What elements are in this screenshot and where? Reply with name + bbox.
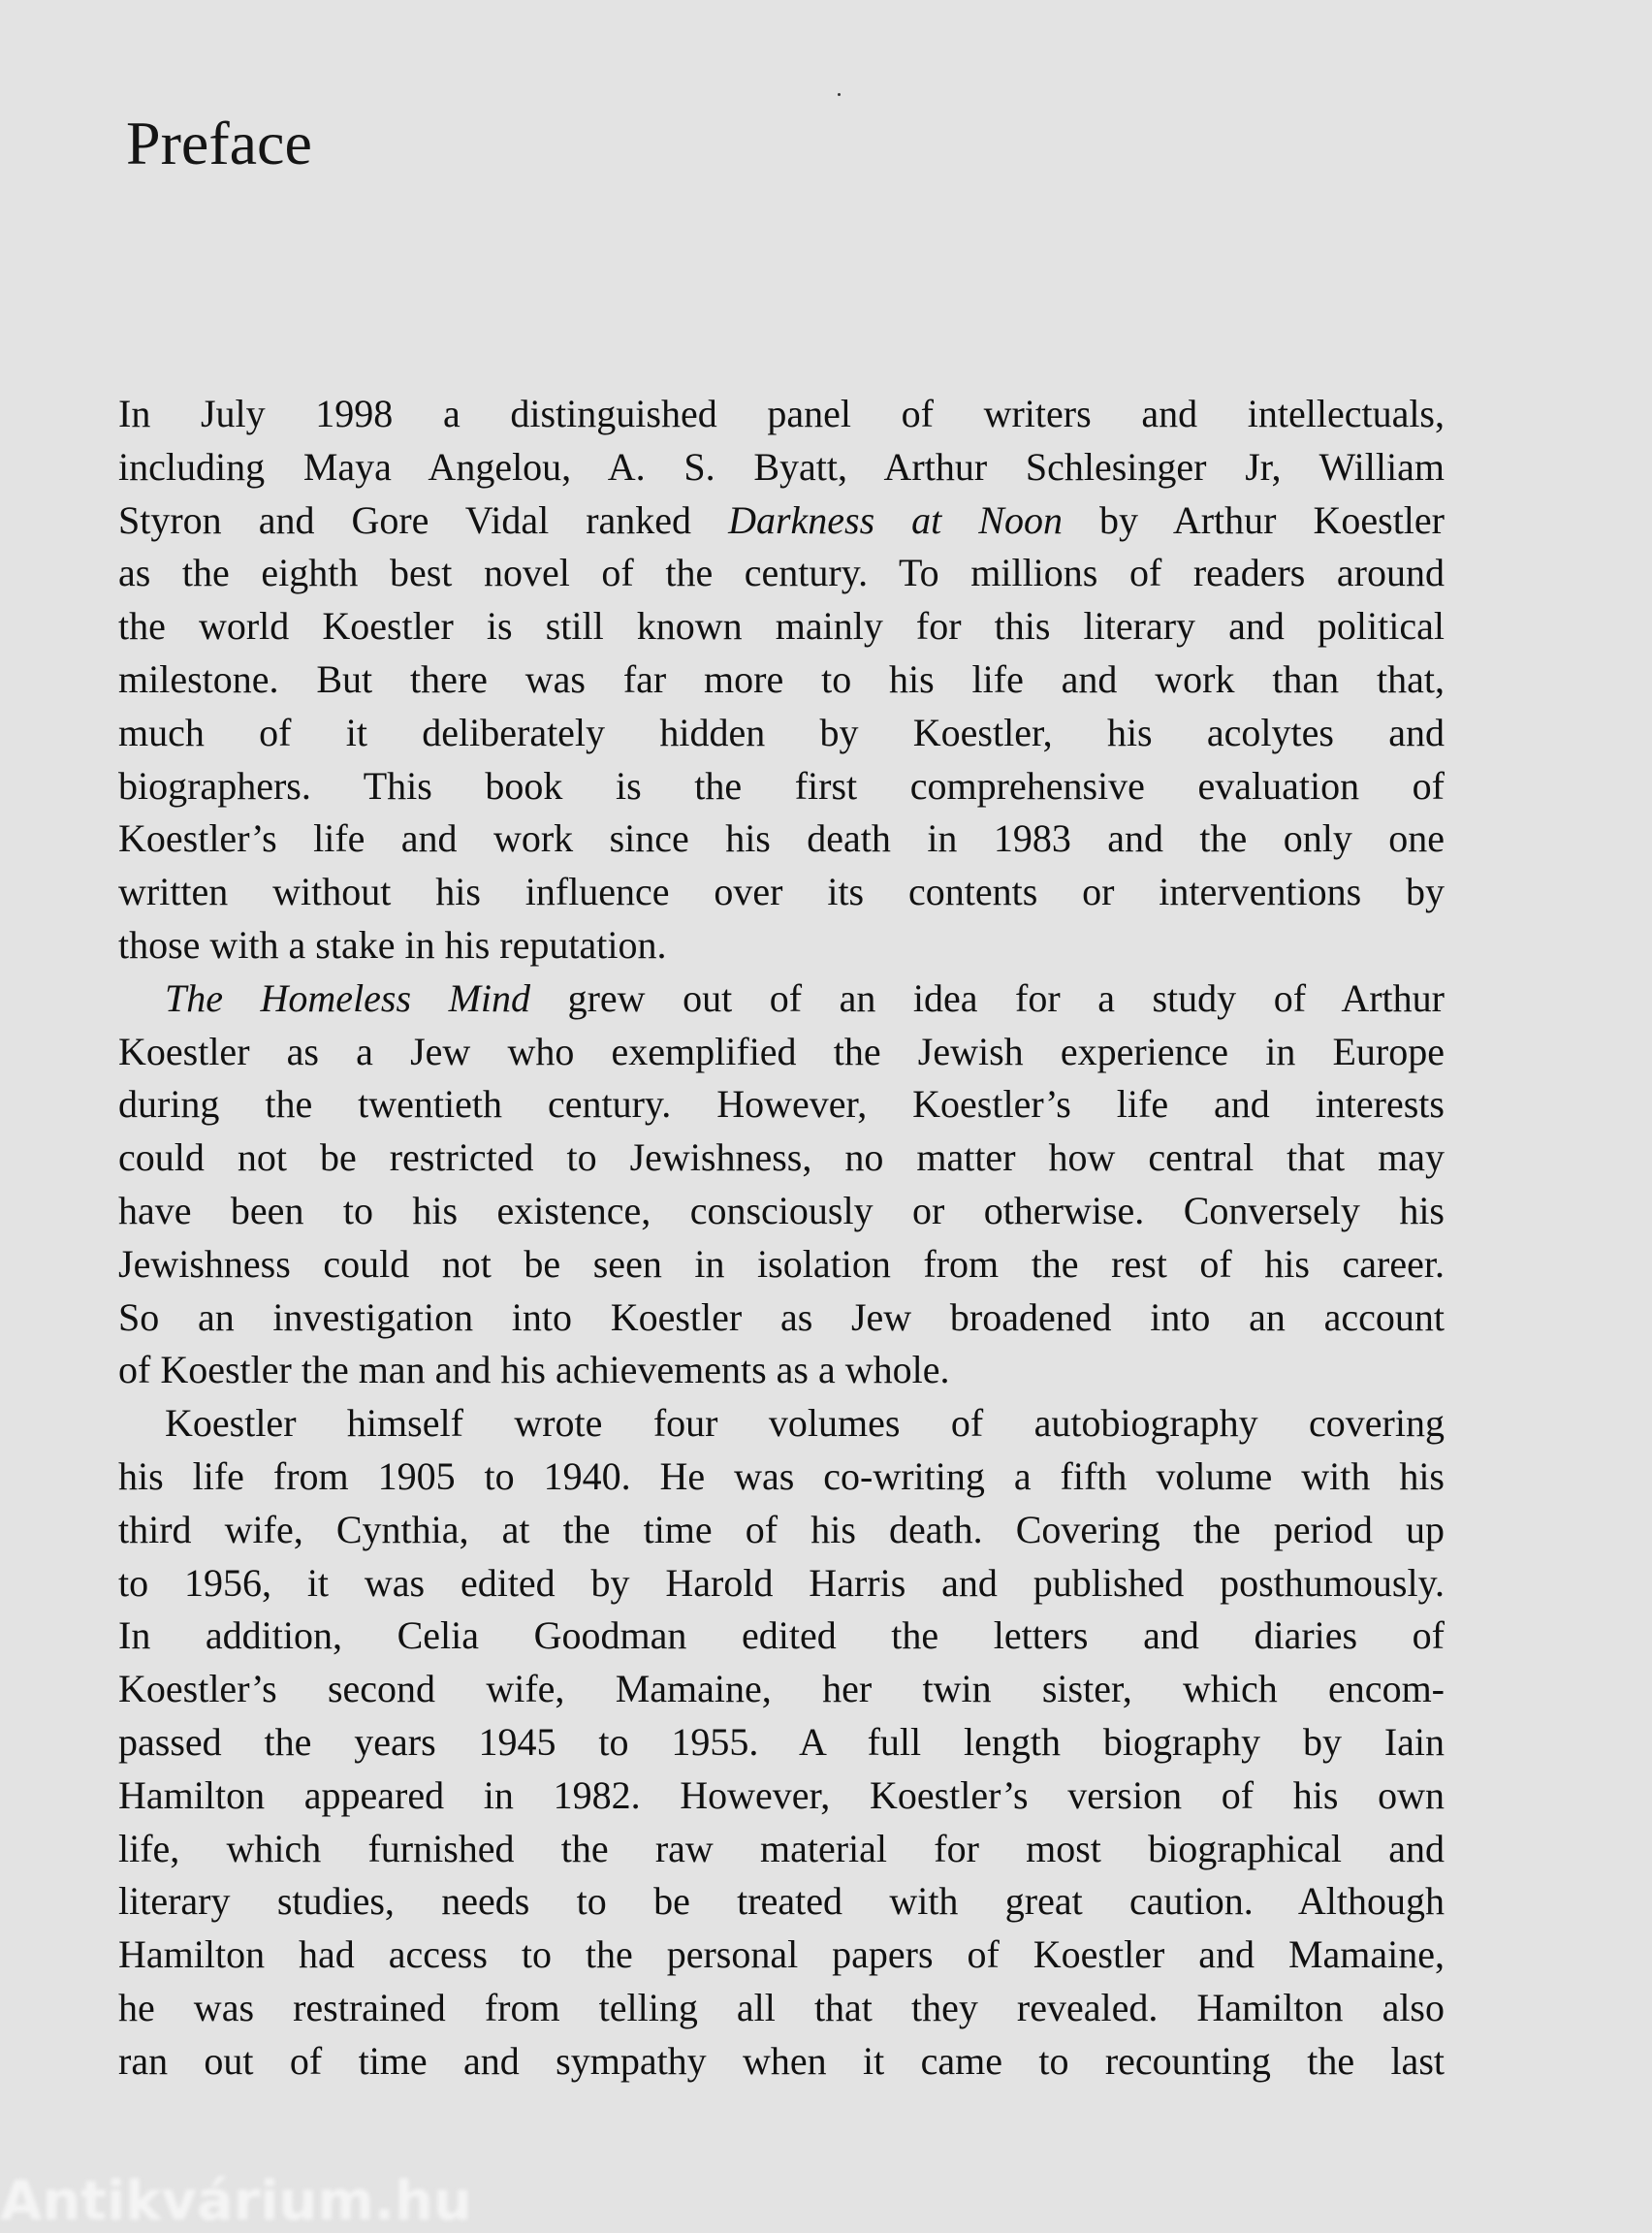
text-line <box>118 973 1445 1026</box>
text-line <box>118 547 1445 600</box>
text-line <box>118 1557 1445 1611</box>
preface-body-text <box>118 388 1445 2089</box>
text-line <box>118 1823 1445 1876</box>
text-line <box>118 1185 1445 1238</box>
text-segment: much of it deliberately hidden by Koestler, his acolytes and <box>118 710 1445 754</box>
watermark: Antikvárium.hu <box>0 2170 472 2233</box>
text-line <box>118 707 1445 760</box>
italic-title: The Homeless Mind <box>165 975 531 1020</box>
text-segment: third wife, Cynthia, at the time of his death. Covering the period up <box>118 1507 1445 1551</box>
text-segment: Jewishness could not be seen in isolation from the rest of his career. <box>118 1241 1445 1286</box>
text-segment: those with a stake in his reputation. <box>118 922 667 967</box>
text-segment: have been to his existence, consciously or otherwise. Conversely his <box>118 1188 1445 1232</box>
text-segment: of Koestler the man and his achievements as a whole. <box>118 1348 950 1392</box>
text-line <box>118 600 1445 654</box>
text-line <box>118 2035 1445 2089</box>
text-segment: as the eighth best novel of the century. To millions of readers around <box>118 551 1445 595</box>
text-segment: Koestler’s life and work since his death in 1983 and the only one <box>118 816 1445 861</box>
text-line <box>118 654 1445 707</box>
text-line <box>118 494 1445 548</box>
text-line <box>118 388 1445 441</box>
text-segment: Styron and Gore Vidal ranked <box>118 497 729 542</box>
text-segment: So an investigation into Koestler as Jew broadened into an account <box>118 1294 1445 1339</box>
text-line <box>118 441 1445 494</box>
text-line <box>118 1770 1445 1823</box>
text-segment: biographers. This book is the first comprehensive evaluation of <box>118 763 1445 808</box>
text-segment: to 1956, it was edited by Harold Harris and published posthumously. <box>118 1560 1445 1605</box>
text-segment: literary studies, needs to be treated with great caution. Although <box>118 1879 1445 1924</box>
text-segment: In addition, Celia Goodman edited the letters and diaries of <box>118 1613 1445 1658</box>
text-line <box>118 1078 1445 1132</box>
text-line <box>118 1663 1445 1716</box>
text-segment: could not be restricted to Jewishness, no matter how central that may <box>118 1135 1445 1180</box>
text-line <box>118 1716 1445 1770</box>
text-segment: written without his influence over its contents or interventions by <box>118 870 1445 914</box>
text-line <box>118 919 1445 973</box>
text-line <box>118 1451 1445 1504</box>
text-line <box>118 1344 1445 1397</box>
text-line <box>118 1238 1445 1292</box>
text-segment: grew out of an idea for a study of Arthur <box>530 975 1445 1020</box>
text-line <box>118 1397 1445 1451</box>
text-segment: Koestler’s second wife, Mamaine, her twin sister, which encom- <box>118 1667 1445 1711</box>
text-line <box>118 1610 1445 1663</box>
page-title: Preface <box>126 109 312 177</box>
text-line <box>118 813 1445 866</box>
text-line <box>118 760 1445 813</box>
text-line <box>118 1982 1445 2035</box>
text-segment: the world Koestler is still known mainly for this literary and political <box>118 604 1445 649</box>
text-segment: milestone. But there was far more to his life and work than that, <box>118 656 1445 701</box>
text-line <box>118 1132 1445 1185</box>
text-line <box>118 1504 1445 1557</box>
text-segment: his life from 1905 to 1940. He was co-writing a fifth volume with his <box>118 1453 1445 1498</box>
speck-mark <box>838 93 841 96</box>
text-segment: by Arthur Koestler <box>1063 497 1445 542</box>
text-line <box>118 1929 1445 1982</box>
text-segment: passed the years 1945 to 1955. A full length biography by Iain <box>118 1719 1445 1764</box>
italic-title: Darkness at Noon <box>728 497 1063 542</box>
text-segment: Koestler himself wrote four volumes of autobiography covering <box>165 1401 1445 1446</box>
text-segment: life, which furnished the raw material for most biographical and <box>118 1826 1445 1870</box>
text-segment: Hamilton had access to the personal papers of Koestler and Mamaine, <box>118 1932 1445 1977</box>
text-segment: including Maya Angelou, A. S. Byatt, Arthur Schlesinger Jr, William <box>118 444 1445 489</box>
text-line <box>118 1026 1445 1079</box>
text-segment: ran out of time and sympathy when it came to recounting the last <box>118 2038 1445 2083</box>
text-segment: he was restrained from telling all that they revealed. Hamilton also <box>118 1985 1445 2029</box>
text-line <box>118 1875 1445 1929</box>
text-segment: In July 1998 a distinguished panel of writers and intellectuals, <box>118 392 1445 435</box>
text-segment: during the twentieth century. However, Koestler’s life and interests <box>118 1082 1445 1127</box>
text-segment: Hamilton appeared in 1982. However, Koestler’s version of his own <box>118 1772 1445 1817</box>
text-line <box>118 866 1445 919</box>
text-segment: Koestler as a Jew who exemplified the Jewish experience in Europe <box>118 1029 1445 1073</box>
text-line <box>118 1292 1445 1345</box>
